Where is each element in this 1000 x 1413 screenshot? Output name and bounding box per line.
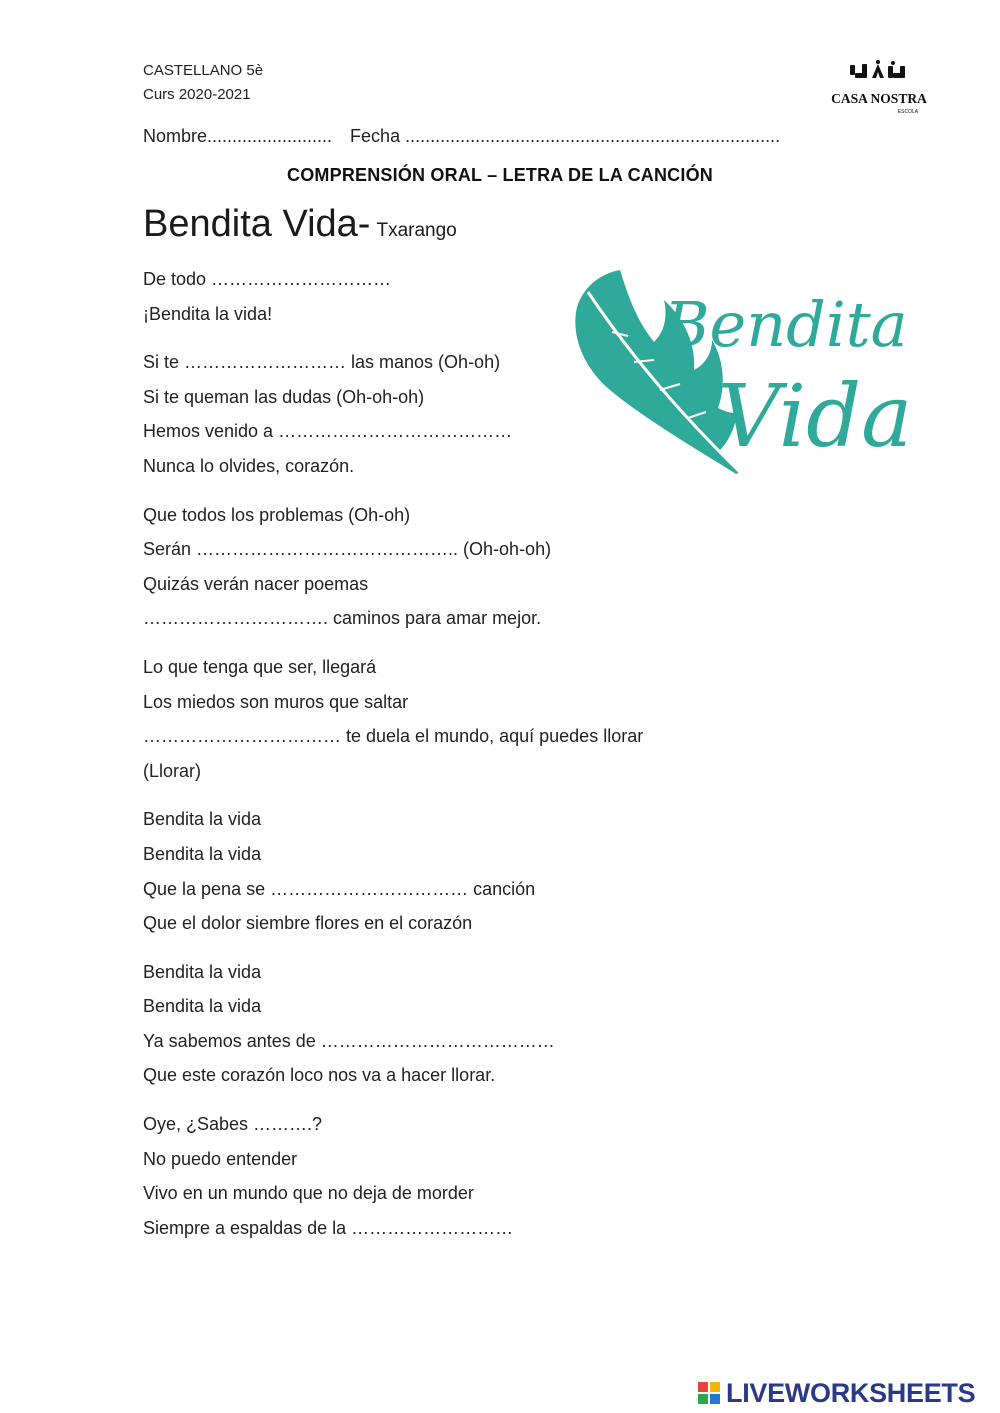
stanza xyxy=(143,498,843,636)
lyric-line: Que este corazón loco nos va a hacer llorar. xyxy=(143,1065,496,1086)
lyric-line: Serán …………………………………….. (Oh-oh-oh) xyxy=(143,539,552,560)
lyric-line: ¡Bendita la vida! xyxy=(143,303,273,324)
liveworksheets-brand: LIVEWORKSHEETS xyxy=(726,1378,976,1408)
lyric-line: Siempre a espaldas de la ……………………… xyxy=(143,1217,514,1238)
stanza xyxy=(143,650,843,788)
date-field[interactable]: Fecha ........................................................................... xyxy=(350,126,781,146)
school-logo-subtext: ESCOLA xyxy=(897,109,919,115)
lyric-line: Vivo en un mundo que no deja de morder xyxy=(143,1183,474,1204)
lyric-line: Si te ……………………… las manos (Oh-oh) xyxy=(143,352,501,373)
lyric-line: Nunca lo olvides, corazón. xyxy=(143,455,355,476)
worksheet-subtitle: COMPRENSIÓN ORAL – LETRA DE LA CANCIÓN xyxy=(287,165,713,185)
lyric-line: Lo que tenga que ser, llegará xyxy=(143,656,377,677)
school-logo xyxy=(818,57,940,125)
lyric-line: Bendita la vida xyxy=(143,809,262,830)
course-header xyxy=(143,59,263,107)
lyric-line: Bendita la vida xyxy=(143,843,262,864)
song-artist: Txarango xyxy=(376,220,457,241)
lyric-line: Ya sabemos antes de ………………………………… xyxy=(143,1030,555,1051)
lyric-line: Oye, ¿Sabes ……….? xyxy=(143,1114,323,1135)
lyric-line: (Llorar) xyxy=(143,760,202,781)
course-name: CASTELLANO 5è xyxy=(143,62,264,79)
stanza xyxy=(143,802,843,940)
lyric-line: No puedo entender xyxy=(143,1148,298,1169)
liveworksheets-logo xyxy=(696,1376,996,1410)
song-heading xyxy=(143,203,457,246)
stanza xyxy=(143,1107,843,1245)
stanza xyxy=(143,345,843,483)
lyrics xyxy=(143,262,843,1259)
song-title: Bendita Vida- xyxy=(143,203,371,245)
liveworksheets-icon xyxy=(696,1376,724,1410)
lyric-line: Bendita la vida xyxy=(143,961,262,982)
lyric-line: De todo ………………………… xyxy=(143,269,392,289)
lyric-line: Que la pena se …………………………… canción xyxy=(143,878,536,899)
lyric-line: Si te queman las dudas (Oh-oh-oh) xyxy=(143,386,425,407)
lyric-line: Que todos los problemas (Oh-oh) xyxy=(143,504,411,525)
name-field[interactable]: Nombre......................... xyxy=(143,126,333,146)
lyric-line: Hemos venido a ………………………………… xyxy=(143,421,513,442)
stanza xyxy=(143,262,843,331)
artwork-word-bendita: Bendita xyxy=(664,288,908,361)
school-year: Curs 2020-2021 xyxy=(143,86,251,103)
lyric-line: …………………………… te duela el mundo, aquí puedes llorar xyxy=(143,726,644,747)
lyric-line: Los miedos son muros que saltar xyxy=(143,691,409,712)
school-logo-text: CASA NOSTRA xyxy=(831,91,927,106)
lyric-line: …………………………. caminos para amar mejor. xyxy=(143,608,542,629)
stanza xyxy=(143,955,843,1093)
student-form-line xyxy=(143,126,780,147)
lyric-line: Bendita la vida xyxy=(143,996,262,1017)
artwork-word-vida: Vida xyxy=(718,367,913,467)
lyric-line: Que el dolor siembre flores en el corazón xyxy=(143,913,473,934)
lyric-line: Quizás verán nacer poemas xyxy=(143,573,369,594)
